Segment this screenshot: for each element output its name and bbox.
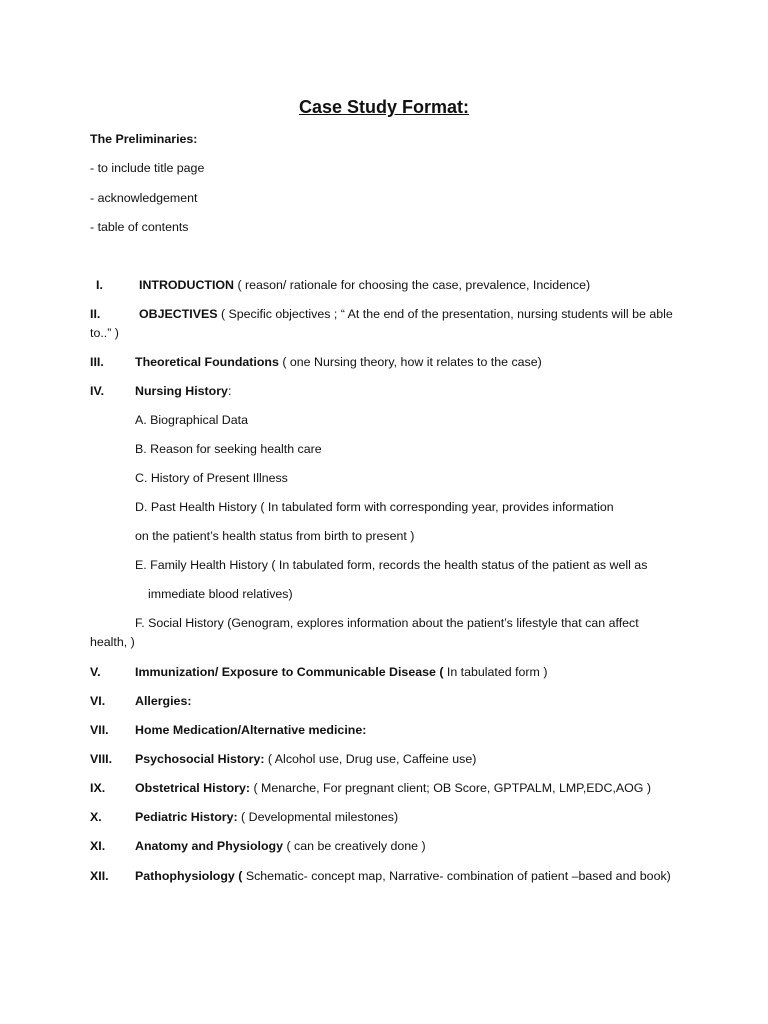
section-immunization [135,664,547,680]
section-number: I. [96,278,103,292]
section-number: III. [90,355,104,369]
section-number: VI. [90,694,106,708]
section-allergies [135,693,191,709]
section-heading: Home Medication/Alternative medicine: [135,723,367,737]
subsection-item: A. Biographical Data [135,413,248,427]
section-pathophysiology [135,868,671,884]
subsection-item: C. History of Present Illness [135,471,288,485]
section-obstetrical-history [135,780,651,796]
section-description: Schematic- concept map, Narrative- combination of patient –based and book) [242,869,671,883]
section-description: : [227,384,232,398]
preliminaries-item: - table of contents [90,220,189,234]
section-heading: Psychosocial History: [135,752,265,766]
preliminaries-item: - to include title page [90,161,205,175]
page-title: Case Study Format: [298,97,470,117]
preliminaries-heading: The Preliminaries: [90,132,198,146]
section-number: XII. [90,869,109,883]
section-description: ( Specific objectives ; “ At the end of the presentation, nursing students will be able [217,307,673,321]
section-description: In tabulated form ) [443,665,548,679]
section-description: ( can be creatively done ) [283,839,426,853]
section-heading: Pathophysiology ( [135,869,243,883]
section-heading: Obstetrical History: [135,781,250,795]
section-number: X. [90,810,102,824]
subsection-continuation: health, ) [90,635,135,649]
section-psychosocial-history [135,751,476,767]
subsection-continuation: immediate blood relatives) [148,587,293,601]
section-home-medication [135,722,366,738]
section-number: VIII. [90,752,113,766]
section-description: ( reason/ rationale for choosing the case, prevalence, Incidence) [234,278,591,292]
section-number: V. [90,665,101,679]
section-description: ( Alcohol use, Drug use, Caffeine use) [264,752,477,766]
section-theoretical-foundations [135,354,542,370]
section-heading: Nursing History [135,384,228,398]
section-nursing-history [135,383,231,399]
section-number: XI. [90,839,106,853]
section-number: II. [90,307,101,321]
subsection-continuation: on the patient’s health status from birth to present ) [135,529,415,543]
section-description: ( Menarche, For pregnant client; OB Score, GPTPALM, LMP,EDC,AOG ) [250,781,651,795]
subsection-item: F. Social History (Genogram, explores information about the patient’s lifestyle that can affect [135,616,639,630]
section-continuation: to..” ) [90,326,119,340]
section-heading: Anatomy and Physiology [135,839,284,853]
section-description: ( one Nursing theory, how it relates to the case) [278,355,542,369]
section-objectives [139,306,673,322]
section-number: IV. [90,384,105,398]
subsection-item: B. Reason for seeking health care [135,442,322,456]
subsection-item: D. Past Health History ( In tabulated form with corresponding year, provides information [135,500,614,514]
section-heading: Theoretical Foundations [135,355,279,369]
section-number: VII. [90,723,109,737]
section-number: IX. [90,781,106,795]
section-pediatric-history [135,809,398,825]
section-heading: OBJECTIVES [139,307,218,321]
section-anatomy-physiology [135,838,426,854]
subsection-item: E. Family Health History ( In tabulated form, records the health status of the patient as well as [135,558,648,572]
section-introduction [139,277,590,293]
section-heading: Pediatric History: [135,810,238,824]
section-heading: Allergies: [135,694,192,708]
preliminaries-item: - acknowledgement [90,191,198,205]
section-heading: INTRODUCTION [139,278,234,292]
section-description: ( Developmental milestones) [237,810,399,824]
section-heading: Immunization/ Exposure to Communicable Disease ( [135,665,444,679]
